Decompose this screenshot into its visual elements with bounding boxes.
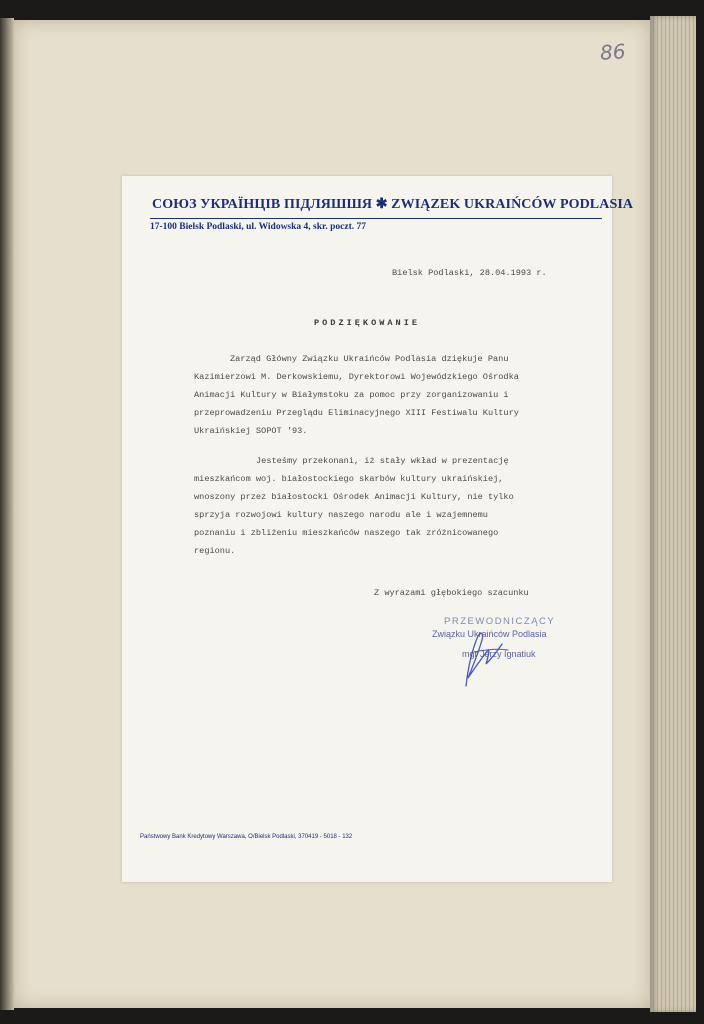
body-line: Kazimierzowi M. Derkowskiemu, Dyrektorowi Wojewódzkiego Ośrodka (194, 372, 519, 382)
body-line: mieszkańcom woj. białostockiego skarbów kultury ukraińskiej, (194, 474, 504, 484)
page-stack-edge (650, 16, 696, 1012)
body-line: Animacji Kultury w Białymstoku za pomoc przy zorganizowaniu i (194, 390, 509, 400)
body-line: Jesteśmy przekonani, iż stały wkład w prezentację (256, 456, 509, 466)
letterhead-address: 17-100 Bielsk Podlaski, ul. Widowska 4, skr. poczt. 77 (150, 222, 366, 232)
body-line: Ukraińskiej SOPOT '93. (194, 426, 308, 436)
letterhead-title: СОЮЗ УКРАЇНЦІВ ПІДЛЯШШЯ ✱ ZWIĄZEK UKRAIŃCÓW PODLASIA (152, 197, 634, 212)
letter-closing: Z wyrazami głębokiego szacunku (374, 588, 529, 598)
stamp-name: mgr Jerzy Ignatiuk (462, 649, 536, 659)
stamp-organization: Związku Ukraińców Podlasia (432, 629, 547, 639)
letter-heading: PODZIĘKOWANIE (313, 318, 421, 328)
body-line: sprzyja rozwojowi kultury naszego narodu ale i wzajemnemu (194, 510, 488, 520)
body-line: poznaniu i zbliżeniu mieszkańców naszego tak zróżnicowanego (194, 528, 499, 538)
letter-sheet (122, 176, 634, 882)
body-line: przeprowadzeniu Przeglądu Eliminacyjnego XIII Festiwalu Kultury (194, 408, 519, 418)
body-line: wnoszony przez białostocki Ośrodek Animacji Kultury, nie tylko (194, 492, 514, 502)
bank-details: Państwowy Bank Kredytowy Warszawa, O/Bielsk Podlaski, 370419 - 5018 - 132 (140, 834, 353, 840)
body-line: Zarząd Główny Związku Ukraińców Podlasia dziękuje Panu (230, 354, 509, 364)
handwritten-signature (438, 628, 518, 688)
page-number: 86 (599, 39, 627, 65)
album-spine-edge (0, 18, 14, 1010)
letterhead-rule (150, 218, 602, 219)
stamp-title: PRZEWODNICZĄCY (444, 616, 556, 627)
body-line: regionu. (194, 546, 236, 556)
letter-date: Bielsk Podlaski, 28.04.1993 r. (392, 268, 547, 278)
